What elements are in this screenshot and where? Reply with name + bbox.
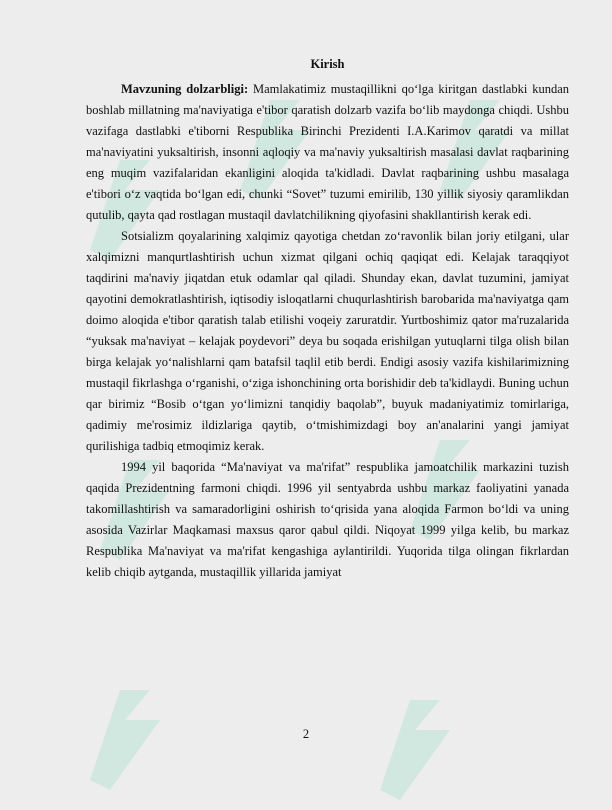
page-number: 2 [302, 727, 310, 741]
paragraph-text: Mamlakatimiz mustaqillikni qo‘lga kiritgan dastlabki kundan boshlab millatning ma'naviyatiga e'tibor qaratish dolzarb vazifa bo‘lib maydonga chiqdi. Ushbu vazifaga dastlabki e'tiborni Respublika Birinchi Prezidenti I.A.Karimov qaratdi va millat ma'naviyatini yuksaltirish, insonni aqloqiy va ma'naviy yuksaltirish masalasi davlat raqbarining eng muqim vazifalaridan ekanligini aloqida ta'kidladi. Davlat raqbarining ushbu masalaga e'tibori o‘z vaqtida bo‘lgan edi, chunki “Sovet” tuzumi emirilib, 130 yillik siyosiy qaramlikdan qutulib, qayta qad rostlagan mustaqil davlatchilikning qiyofasini shakllantirish kerak edi. [86, 82, 569, 222]
paragraph [86, 79, 569, 226]
paragraph-lead: Mavzuning dolzarbligi: [121, 82, 249, 96]
paragraph-text: Sotsializm qoyalarining xalqimiz qayotiga chetdan zo‘ravonlik bilan joriy etilgani, ular xalqimizni manqurtlashtirish uchun xizmat qilgani ochiq qaqiqat edi. Kelajak taraqqiyot taqdirini ma'naviy jiqatdan etuk odamlar qal qiladi. Shunday ekan, davlat tuzumini, jamiyat qayotini demokratlashtirish, iqtisodiy isloqatlarni chuqurlashtirish barobarida ma'naviyatga qam doimo aloqida e'tibor qaratish talab etilishi voqeiy zaruratdir. Yurtboshimiz qator ma'ruzalarida “yuksak ma'naviyat – kelajak poydevori” deya bu soqada erishilgan yutuqlarni tilga olish bilan birga kelajak yo‘nalishlarni qam batafsil taqlil etib berdi. Endigi asosiy vazifa kishilarimizning mustaqil fikrlashga o‘rganishi, o‘ziga ishonchining orta borishidir deb ta'kidlaydi. Buning uchun qar birimiz “Bosib o‘tgan yo‘limizni tanqidiy baqolab”, buyuk madaniyatimiz tomirlariga, qadimiy me'rosimiz ildizlariga qaytib, o‘tmishimizdagi boy an'analarini yangi jamiyat qurilishiga tadbiq etmoqimiz kerak. [86, 229, 569, 453]
section-title: Kirish [310, 57, 345, 71]
paragraph [86, 226, 569, 457]
paragraph [86, 457, 569, 583]
watermark-logo-icon [70, 650, 190, 800]
paragraph-text: 1994 yil baqorida “Ma'naviyat va ma'rifat” respublika jamoatchilik markazini tuzish qaqida Prezidentning farmoni chiqdi. 1996 yil sentyabrda ushbu markaz faoliyatini yanada takomillashtirish va samaradorligini oshirish to‘qrisida yana aloqida Farmon bo‘ldi va uning asosida Vazirlar Maqkamasi maxsus qaror qabul qildi. Niqoyat 1999 yilga kelib, bu markaz Respublika Ma'naviyat va ma'rifat kengashiga aylantirildi. Yuqorida tilga olingan fikrlardan kelib chiqib aytganda, mustaqillik yillarida jamiyat [86, 460, 569, 579]
